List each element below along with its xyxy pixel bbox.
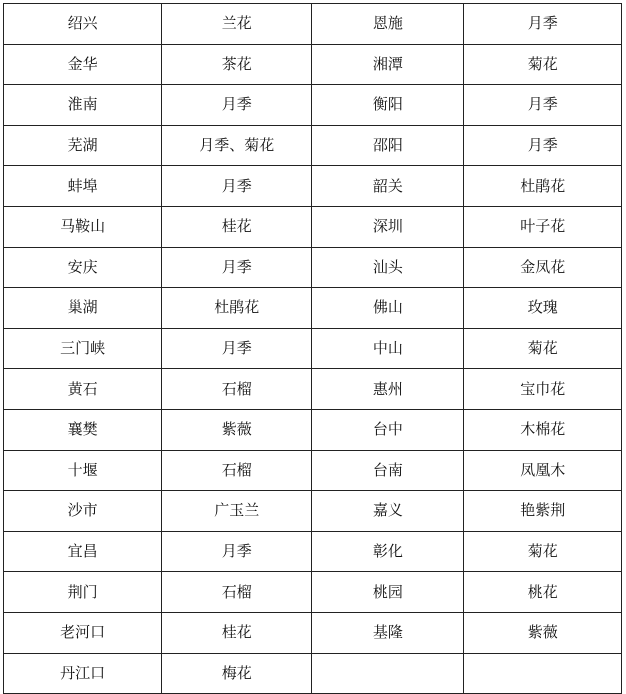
flower-cell: 石榴 bbox=[162, 369, 312, 410]
city-cell: 邵阳 bbox=[312, 125, 464, 166]
flower-cell: 菊花 bbox=[464, 531, 622, 572]
table-row bbox=[4, 572, 622, 613]
city-cell: 彰化 bbox=[312, 531, 464, 572]
city-cell: 芜湖 bbox=[4, 125, 162, 166]
flower-cell: 月季 bbox=[162, 328, 312, 369]
table-row bbox=[4, 247, 622, 288]
table-row bbox=[4, 206, 622, 247]
city-cell: 淮南 bbox=[4, 85, 162, 126]
city-cell: 巢湖 bbox=[4, 288, 162, 329]
city-cell: 宜昌 bbox=[4, 531, 162, 572]
city-cell: 嘉义 bbox=[312, 491, 464, 532]
flower-cell: 桃花 bbox=[464, 572, 622, 613]
flower-cell: 杜鹃花 bbox=[162, 288, 312, 329]
city-cell: 黄石 bbox=[4, 369, 162, 410]
flower-cell: 玫瑰 bbox=[464, 288, 622, 329]
city-cell: 中山 bbox=[312, 328, 464, 369]
table-row bbox=[4, 85, 622, 126]
table-row bbox=[4, 4, 622, 45]
flower-cell: 紫薇 bbox=[162, 409, 312, 450]
table-row bbox=[4, 612, 622, 653]
flower-cell: 月季 bbox=[464, 85, 622, 126]
flower-cell: 叶子花 bbox=[464, 206, 622, 247]
city-cell: 老河口 bbox=[4, 612, 162, 653]
flower-cell: 月季 bbox=[464, 4, 622, 45]
table-row bbox=[4, 166, 622, 207]
flower-cell: 月季、菊花 bbox=[162, 125, 312, 166]
city-cell: 襄樊 bbox=[4, 409, 162, 450]
table-row bbox=[4, 653, 622, 694]
flower-cell: 梅花 bbox=[162, 653, 312, 694]
flower-cell: 月季 bbox=[162, 247, 312, 288]
flower-cell: 茶花 bbox=[162, 44, 312, 85]
city-cell: 佛山 bbox=[312, 288, 464, 329]
flower-cell: 月季 bbox=[464, 125, 622, 166]
flower-cell: 紫薇 bbox=[464, 612, 622, 653]
flower-cell bbox=[464, 653, 622, 694]
flower-cell: 凤凰木 bbox=[464, 450, 622, 491]
flower-cell: 广玉兰 bbox=[162, 491, 312, 532]
flower-cell: 兰花 bbox=[162, 4, 312, 45]
city-cell: 十堰 bbox=[4, 450, 162, 491]
city-cell bbox=[312, 653, 464, 694]
flower-cell: 月季 bbox=[162, 166, 312, 207]
city-cell: 金华 bbox=[4, 44, 162, 85]
flower-cell: 桂花 bbox=[162, 612, 312, 653]
flower-cell: 桂花 bbox=[162, 206, 312, 247]
flower-cell: 月季 bbox=[162, 531, 312, 572]
table-row bbox=[4, 531, 622, 572]
table-row bbox=[4, 450, 622, 491]
city-cell: 蚌埠 bbox=[4, 166, 162, 207]
table-row bbox=[4, 409, 622, 450]
city-cell: 绍兴 bbox=[4, 4, 162, 45]
flower-cell: 石榴 bbox=[162, 450, 312, 491]
city-cell: 马鞍山 bbox=[4, 206, 162, 247]
table-row bbox=[4, 491, 622, 532]
city-cell: 韶关 bbox=[312, 166, 464, 207]
flower-cell: 艳紫荆 bbox=[464, 491, 622, 532]
city-cell: 荆门 bbox=[4, 572, 162, 613]
flower-cell: 菊花 bbox=[464, 328, 622, 369]
flower-cell: 宝巾花 bbox=[464, 369, 622, 410]
city-cell: 三门峡 bbox=[4, 328, 162, 369]
flower-cell: 石榴 bbox=[162, 572, 312, 613]
flower-cell: 菊花 bbox=[464, 44, 622, 85]
city-cell: 汕头 bbox=[312, 247, 464, 288]
city-cell: 恩施 bbox=[312, 4, 464, 45]
flower-cell: 金凤花 bbox=[464, 247, 622, 288]
city-cell: 台南 bbox=[312, 450, 464, 491]
flower-cell: 月季 bbox=[162, 85, 312, 126]
city-cell: 惠州 bbox=[312, 369, 464, 410]
city-cell: 深圳 bbox=[312, 206, 464, 247]
city-cell: 桃园 bbox=[312, 572, 464, 613]
table-row bbox=[4, 369, 622, 410]
table-row bbox=[4, 44, 622, 85]
table-row bbox=[4, 125, 622, 166]
city-cell: 基隆 bbox=[312, 612, 464, 653]
city-cell: 衡阳 bbox=[312, 85, 464, 126]
city-cell: 丹江口 bbox=[4, 653, 162, 694]
city-cell: 安庆 bbox=[4, 247, 162, 288]
city-cell: 湘潭 bbox=[312, 44, 464, 85]
flower-cell: 木棉花 bbox=[464, 409, 622, 450]
city-cell: 沙市 bbox=[4, 491, 162, 532]
table-row bbox=[4, 288, 622, 329]
flower-cell: 杜鹃花 bbox=[464, 166, 622, 207]
table-row bbox=[4, 328, 622, 369]
city-flower-table bbox=[3, 3, 622, 694]
city-cell: 台中 bbox=[312, 409, 464, 450]
table-body bbox=[4, 4, 622, 694]
